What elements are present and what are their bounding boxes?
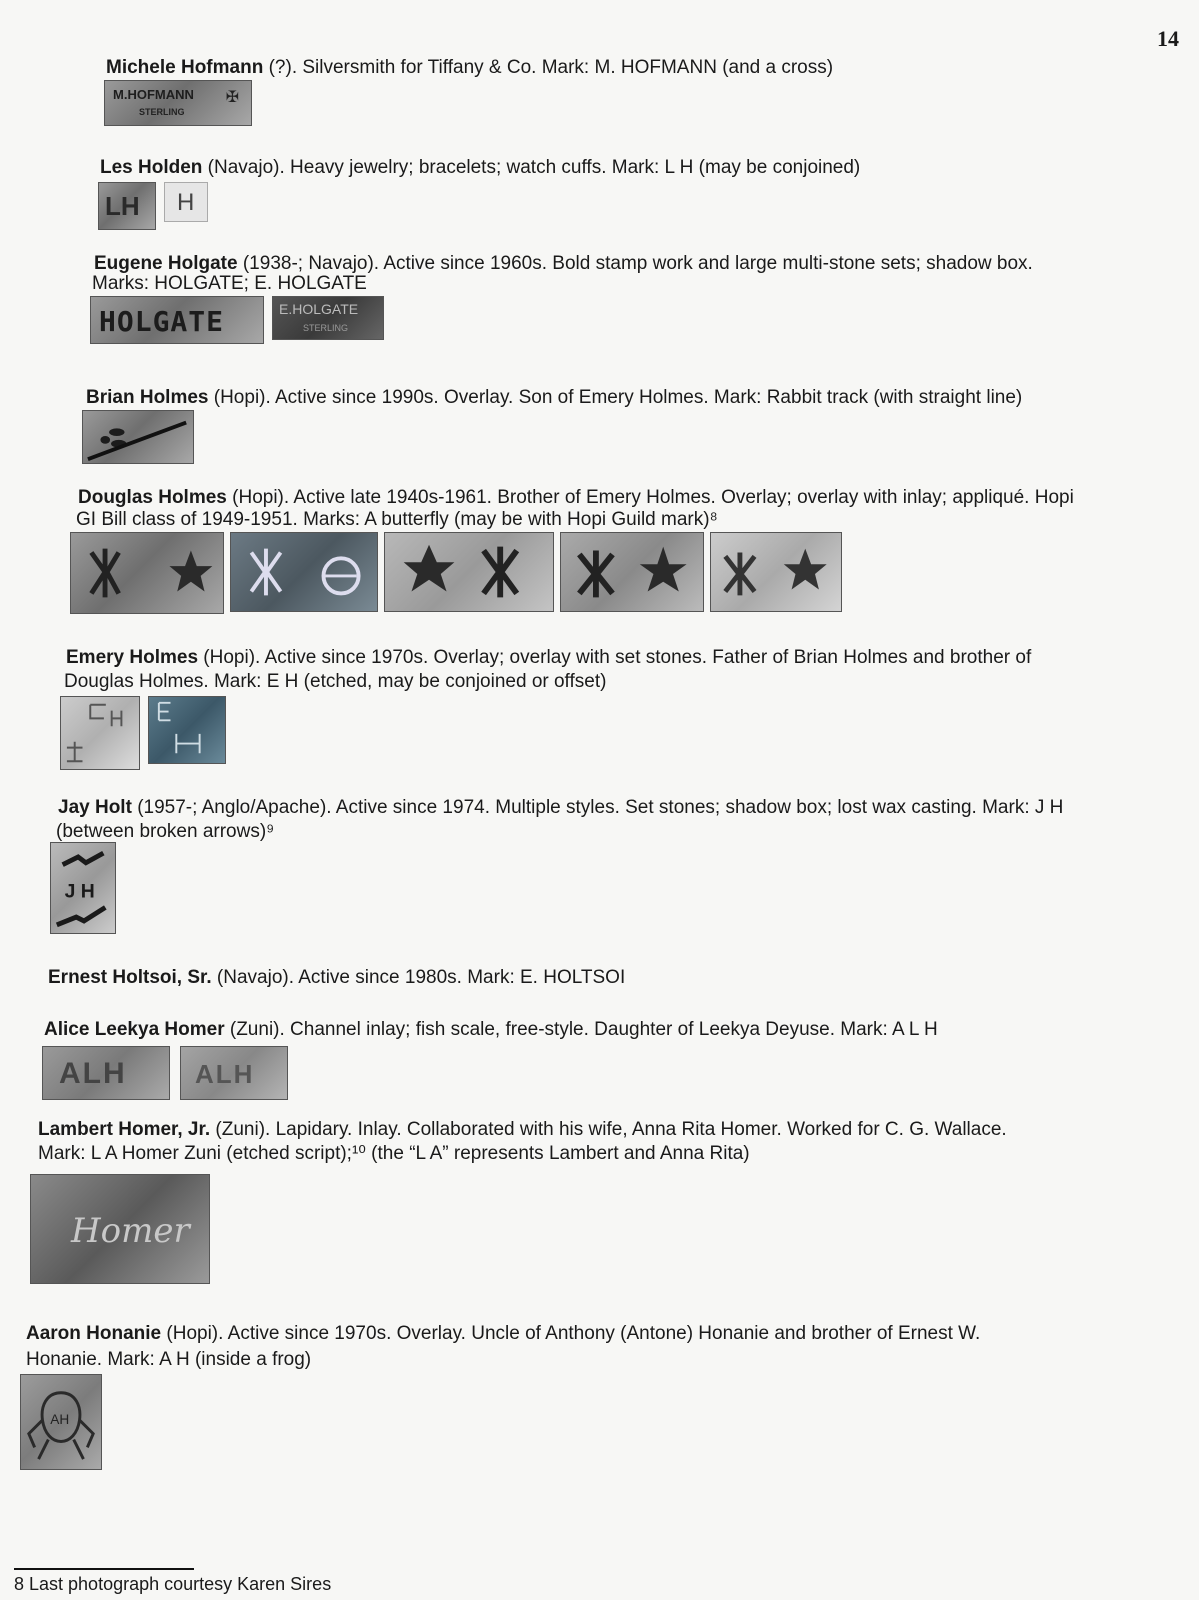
entry-name: Les Holden (100, 157, 203, 178)
footnote-rule (14, 1568, 194, 1570)
frog-mark-icon (20, 1374, 102, 1470)
entry-description-line2: GI Bill class of 1949-1951. Marks: A butterfly (may be with Hopi Guild mark)⁸ (76, 509, 718, 530)
entry-name: Michele Hofmann (106, 57, 264, 78)
eh-etched-mark-icon (148, 696, 226, 764)
entry-description: (Hopi). Active late 1940s-1961. Brother of Emery Holmes. Overlay; overlay with inlay; appliqué. Hopi (226, 487, 1074, 508)
hallmark-image: HOLGATE (90, 296, 264, 344)
hallmark-image: H (164, 182, 208, 222)
entry-description: (Zuni). Lapidary. Inlay. Collaborated with his wife, Anna Rita Homer. Worked for C. G. Wallace. (210, 1119, 1007, 1140)
entry-name: Alice Leekya Homer (44, 1019, 225, 1040)
entry-description: (Zuni). Channel inlay; fish scale, free-style. Daughter of Leekya Deyuse. Mark: A L H (224, 1019, 938, 1040)
entry-description: (1938-; Navajo). Active since 1960s. Bold stamp work and large multi-stone sets; shadow box. (237, 253, 1033, 274)
hallmark-image: Homer (30, 1174, 210, 1284)
entry-description: (1957-; Anglo/Apache). Active since 1974. Multiple styles. Set stones; shadow box; lost wax casting. Mark: J H (131, 797, 1064, 818)
entry-description-line2: Mark: L A Homer Zuni (etched script);¹⁰ (the “L A” represents Lambert and Anna Rita) (38, 1143, 750, 1164)
entry-name: Douglas Holmes (78, 487, 227, 508)
entry-name: Lambert Homer, Jr. (38, 1119, 211, 1140)
butterfly-mark-icon (70, 532, 224, 614)
svg-text:AH: AH (50, 1411, 70, 1427)
entry-description: (Hopi). Active since 1970s. Overlay; overlay with set stones. Father of Brian Holmes and brother of (198, 647, 1032, 668)
butterfly-mark-icon (560, 532, 704, 612)
entry-name: Emery Holmes (66, 647, 199, 668)
rabbit-track-icon (82, 410, 194, 464)
hallmark-image: ALH (180, 1046, 288, 1100)
entry-name: Brian Holmes (86, 387, 209, 408)
broken-arrows-icon (50, 842, 116, 934)
entry-description-line2: Douglas Holmes. Mark: E H (etched, may be conjoined or offset) (64, 671, 607, 692)
eh-etched-mark-icon (60, 696, 140, 770)
hallmark-image: ALH (42, 1046, 170, 1100)
entry-description: (?). Silversmith for Tiffany & Co. Mark: M. HOFMANN (and a cross) (263, 57, 834, 78)
butterfly-mark-icon (710, 532, 842, 612)
entry-name: Ernest Holtsoi, Sr. (48, 967, 212, 988)
butterfly-mark-icon (230, 532, 378, 612)
entry-description-line2: (between broken arrows)⁹ (56, 821, 275, 842)
svg-text:J H: J H (64, 880, 95, 903)
entry-description: (Navajo). Active since 1980s. Mark: E. HOLTSOI (211, 967, 626, 988)
entry-description: (Navajo). Heavy jewelry; bracelets; watch cuffs. Mark: L H (may be conjoined) (202, 157, 861, 178)
hallmark-image: LH (98, 182, 156, 230)
cross-icon: ✠ (225, 89, 239, 106)
hallmark-image: E.HOLGATE STERLING (272, 296, 384, 340)
entry-description: (Hopi). Active since 1970s. Overlay. Uncle of Anthony (Antone) Honanie and brother of Ernest W. (161, 1323, 981, 1344)
entry-description: (Hopi). Active since 1990s. Overlay. Son of Emery Holmes. Mark: Rabbit track (with straight line) (208, 387, 1023, 408)
entry-name: Eugene Holgate (94, 253, 238, 274)
page-number: 14 (1157, 26, 1179, 51)
footnote: 8 Last photograph courtesy Karen Sires (14, 1574, 332, 1594)
hallmark-image: M.HOFMANN STERLING ✠ (104, 80, 252, 126)
entry-name: Jay Holt (58, 797, 132, 818)
entry-description-line2: Marks: HOLGATE; E. HOLGATE (92, 273, 367, 294)
entry-name: Aaron Honanie (26, 1323, 162, 1344)
butterfly-mark-icon (384, 532, 554, 612)
entry-description-line2: Honanie. Mark: A H (inside a frog) (26, 1349, 312, 1370)
